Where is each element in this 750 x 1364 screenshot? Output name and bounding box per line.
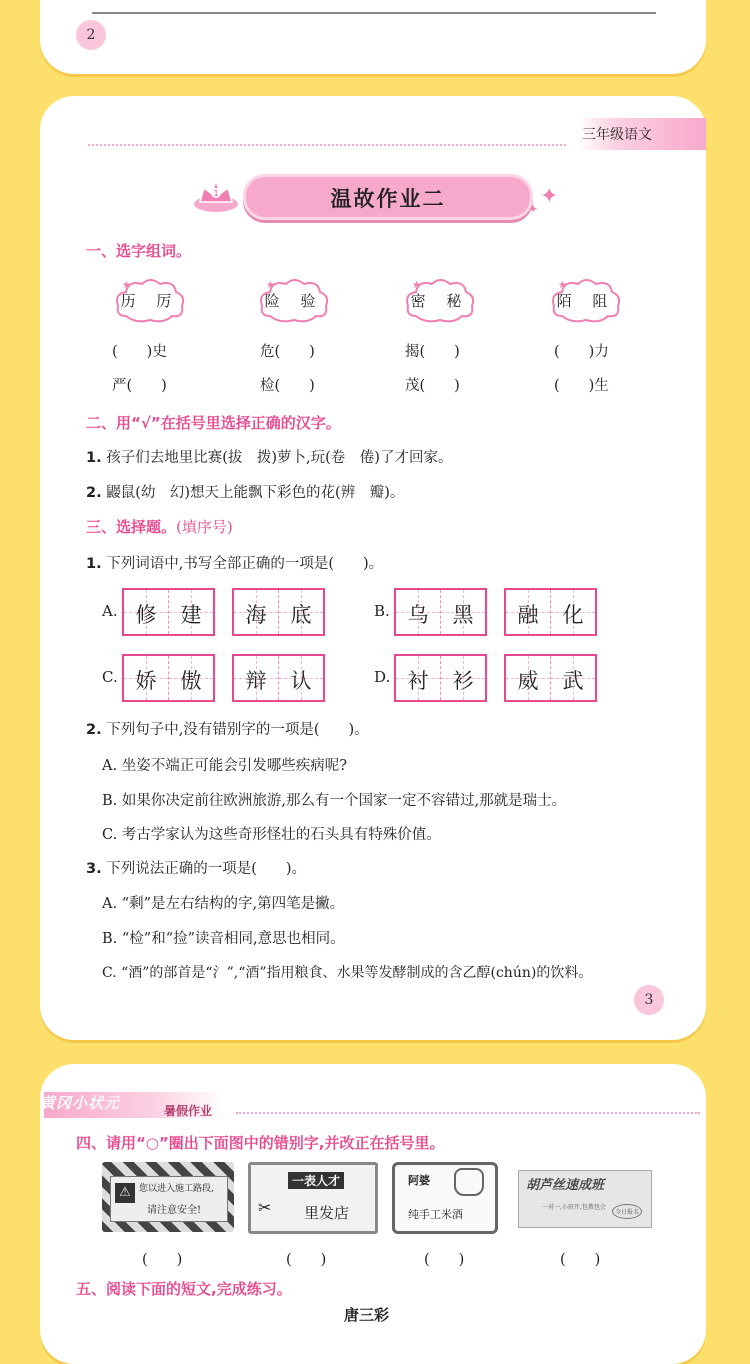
word-grid: 娇 傲 (122, 654, 215, 702)
grade-label: 三年级语文 (582, 127, 652, 143)
header-dotted-line (236, 1112, 700, 1114)
word-grid: 乌 黑 (394, 588, 487, 636)
word-grid: 融 化 (504, 588, 597, 636)
brand-subtitle: 暑假作业 (164, 1104, 213, 1118)
answer-option[interactable]: C. “酒”的部首是“氵”,“酒”指用粮食、水果等发酵制成的含乙醇(chún)的饮料。 (102, 965, 593, 981)
ship-icon (192, 174, 240, 214)
story-title: 唐三彩 (344, 1306, 390, 1324)
word-blank[interactable]: 检( ) (260, 378, 315, 394)
sign-text: 胡芦丝速成班 (526, 1178, 605, 1193)
sign-text: 一对一,小班开,包教包会 (542, 1204, 606, 1211)
answer-option[interactable]: A. 坐姿不端正可能会引发哪些疾病呢? (102, 758, 347, 774)
section5-heading: 五、阅读下面的短文,完成练习。 (76, 1280, 292, 1298)
svg-text:★: ★ (266, 280, 275, 291)
answer-blank[interactable]: ( ) (424, 1252, 465, 1268)
page-number-prev: 2 (76, 20, 106, 50)
scissors-icon: ✂ (258, 1198, 272, 1217)
warning-icon: ⚠ (115, 1183, 135, 1203)
word-blank[interactable]: 茂( ) (405, 378, 460, 394)
question-2: 2. 下列句子中,没有错别字的一项是( )。 (86, 722, 369, 738)
section4-heading: 四、请用“○”圈出下面图中的错别字,并改正在括号里。 (76, 1134, 445, 1152)
title-banner (243, 174, 533, 220)
word-grid: 衬 衫 (394, 654, 487, 702)
word-blank[interactable]: 揭( ) (405, 344, 460, 360)
answer-option[interactable]: A. “剩”是左右结构的字,第四笔是撇。 (102, 896, 345, 912)
page-title: 温故作业二 (330, 187, 446, 211)
word-grid: 威 武 (504, 654, 597, 702)
answer-blank[interactable]: ( ) (286, 1252, 327, 1268)
question-3: 3. 下列说法正确的一项是( )。 (86, 861, 307, 877)
sign-badge: 今日报名 (612, 1204, 642, 1219)
question-item: 1. 孩子们去地里比赛(拔 拨)萝卜,玩(卷 倦)了才回家。 (86, 450, 453, 466)
sparkle-icon: ✦ (528, 202, 539, 216)
word-blank[interactable]: ( )力 (554, 344, 609, 360)
sign-text: 阿婆 (408, 1174, 430, 1187)
header-dotted-line (88, 144, 566, 146)
option-label[interactable]: A. (102, 602, 118, 620)
brand-logo: 黄冈小状元 (40, 1094, 121, 1112)
sign-music-class (518, 1162, 652, 1232)
section3-heading: 三、选择题。(填序号) (86, 518, 233, 536)
word-grid: 海 底 (232, 588, 325, 636)
page-number: 3 (634, 985, 664, 1015)
sign-text: 一表人才 (288, 1172, 344, 1189)
char-cloud-1 (114, 276, 186, 326)
svg-text:★: ★ (122, 280, 131, 291)
sign-construction (102, 1162, 234, 1232)
sign-text: 里发店 (304, 1204, 350, 1222)
sign-text: 您以进入施工路段, (139, 1184, 214, 1194)
option-label[interactable]: B. (374, 602, 390, 620)
section1-heading: 一、选字组词。 (86, 242, 192, 260)
cloud-chars: 密 秘 (410, 292, 470, 310)
svg-text:1: 1 (213, 189, 219, 198)
sign-text: 请注意安全! (147, 1205, 202, 1216)
word-grid: 辩 认 (232, 654, 325, 702)
cloud-chars: 历 厉 (120, 292, 180, 310)
option-label[interactable]: C. (102, 668, 118, 686)
word-blank[interactable]: 危( ) (260, 344, 315, 360)
option-label[interactable]: D. (374, 668, 391, 686)
sign-barber (248, 1162, 376, 1232)
cloud-chars: 陌 阻 (556, 292, 616, 310)
question-item: 2. 鼹鼠(幼 幻)想天上能飘下彩色的花(辨 瓣)。 (86, 485, 405, 501)
answer-option[interactable]: C. 考古学家认为这些奇形怪壮的石头具有特殊价值。 (102, 827, 441, 843)
word-grid: 修 建 (122, 588, 215, 636)
char-cloud-4 (550, 276, 622, 326)
word-blank[interactable]: ( )生 (554, 378, 609, 394)
svg-text:★: ★ (412, 280, 421, 291)
answer-option[interactable]: B. “检”和“捡”读音相同,意思也相同。 (102, 931, 345, 947)
sparkle-icon: ✦ (540, 184, 559, 209)
sign-panel (110, 1176, 228, 1222)
sign-text: 纯手工米酒 (408, 1208, 463, 1221)
divider (92, 12, 656, 14)
answer-blank[interactable]: ( ) (560, 1252, 601, 1268)
word-blank[interactable]: 严( ) (112, 378, 167, 394)
question-1: 1. 下列词语中,书写全部正确的一项是( )。 (86, 556, 384, 572)
answer-blank[interactable]: ( ) (142, 1252, 183, 1268)
cloud-chars: 险 验 (264, 292, 324, 310)
section2-heading: 二、用“√”在括号里选择正确的汉字。 (86, 414, 341, 432)
sign-rice-wine (392, 1162, 498, 1232)
answer-option[interactable]: B. 如果你决定前往欧洲旅游,那么有一个国家一定不容错过,那就是瑞士。 (102, 793, 567, 809)
wine-jar-icon (454, 1168, 484, 1196)
svg-text:★: ★ (558, 280, 567, 291)
char-cloud-3 (404, 276, 476, 326)
previous-page-card (40, 0, 706, 74)
word-blank[interactable]: ( )史 (112, 344, 167, 360)
char-cloud-2 (258, 276, 330, 326)
